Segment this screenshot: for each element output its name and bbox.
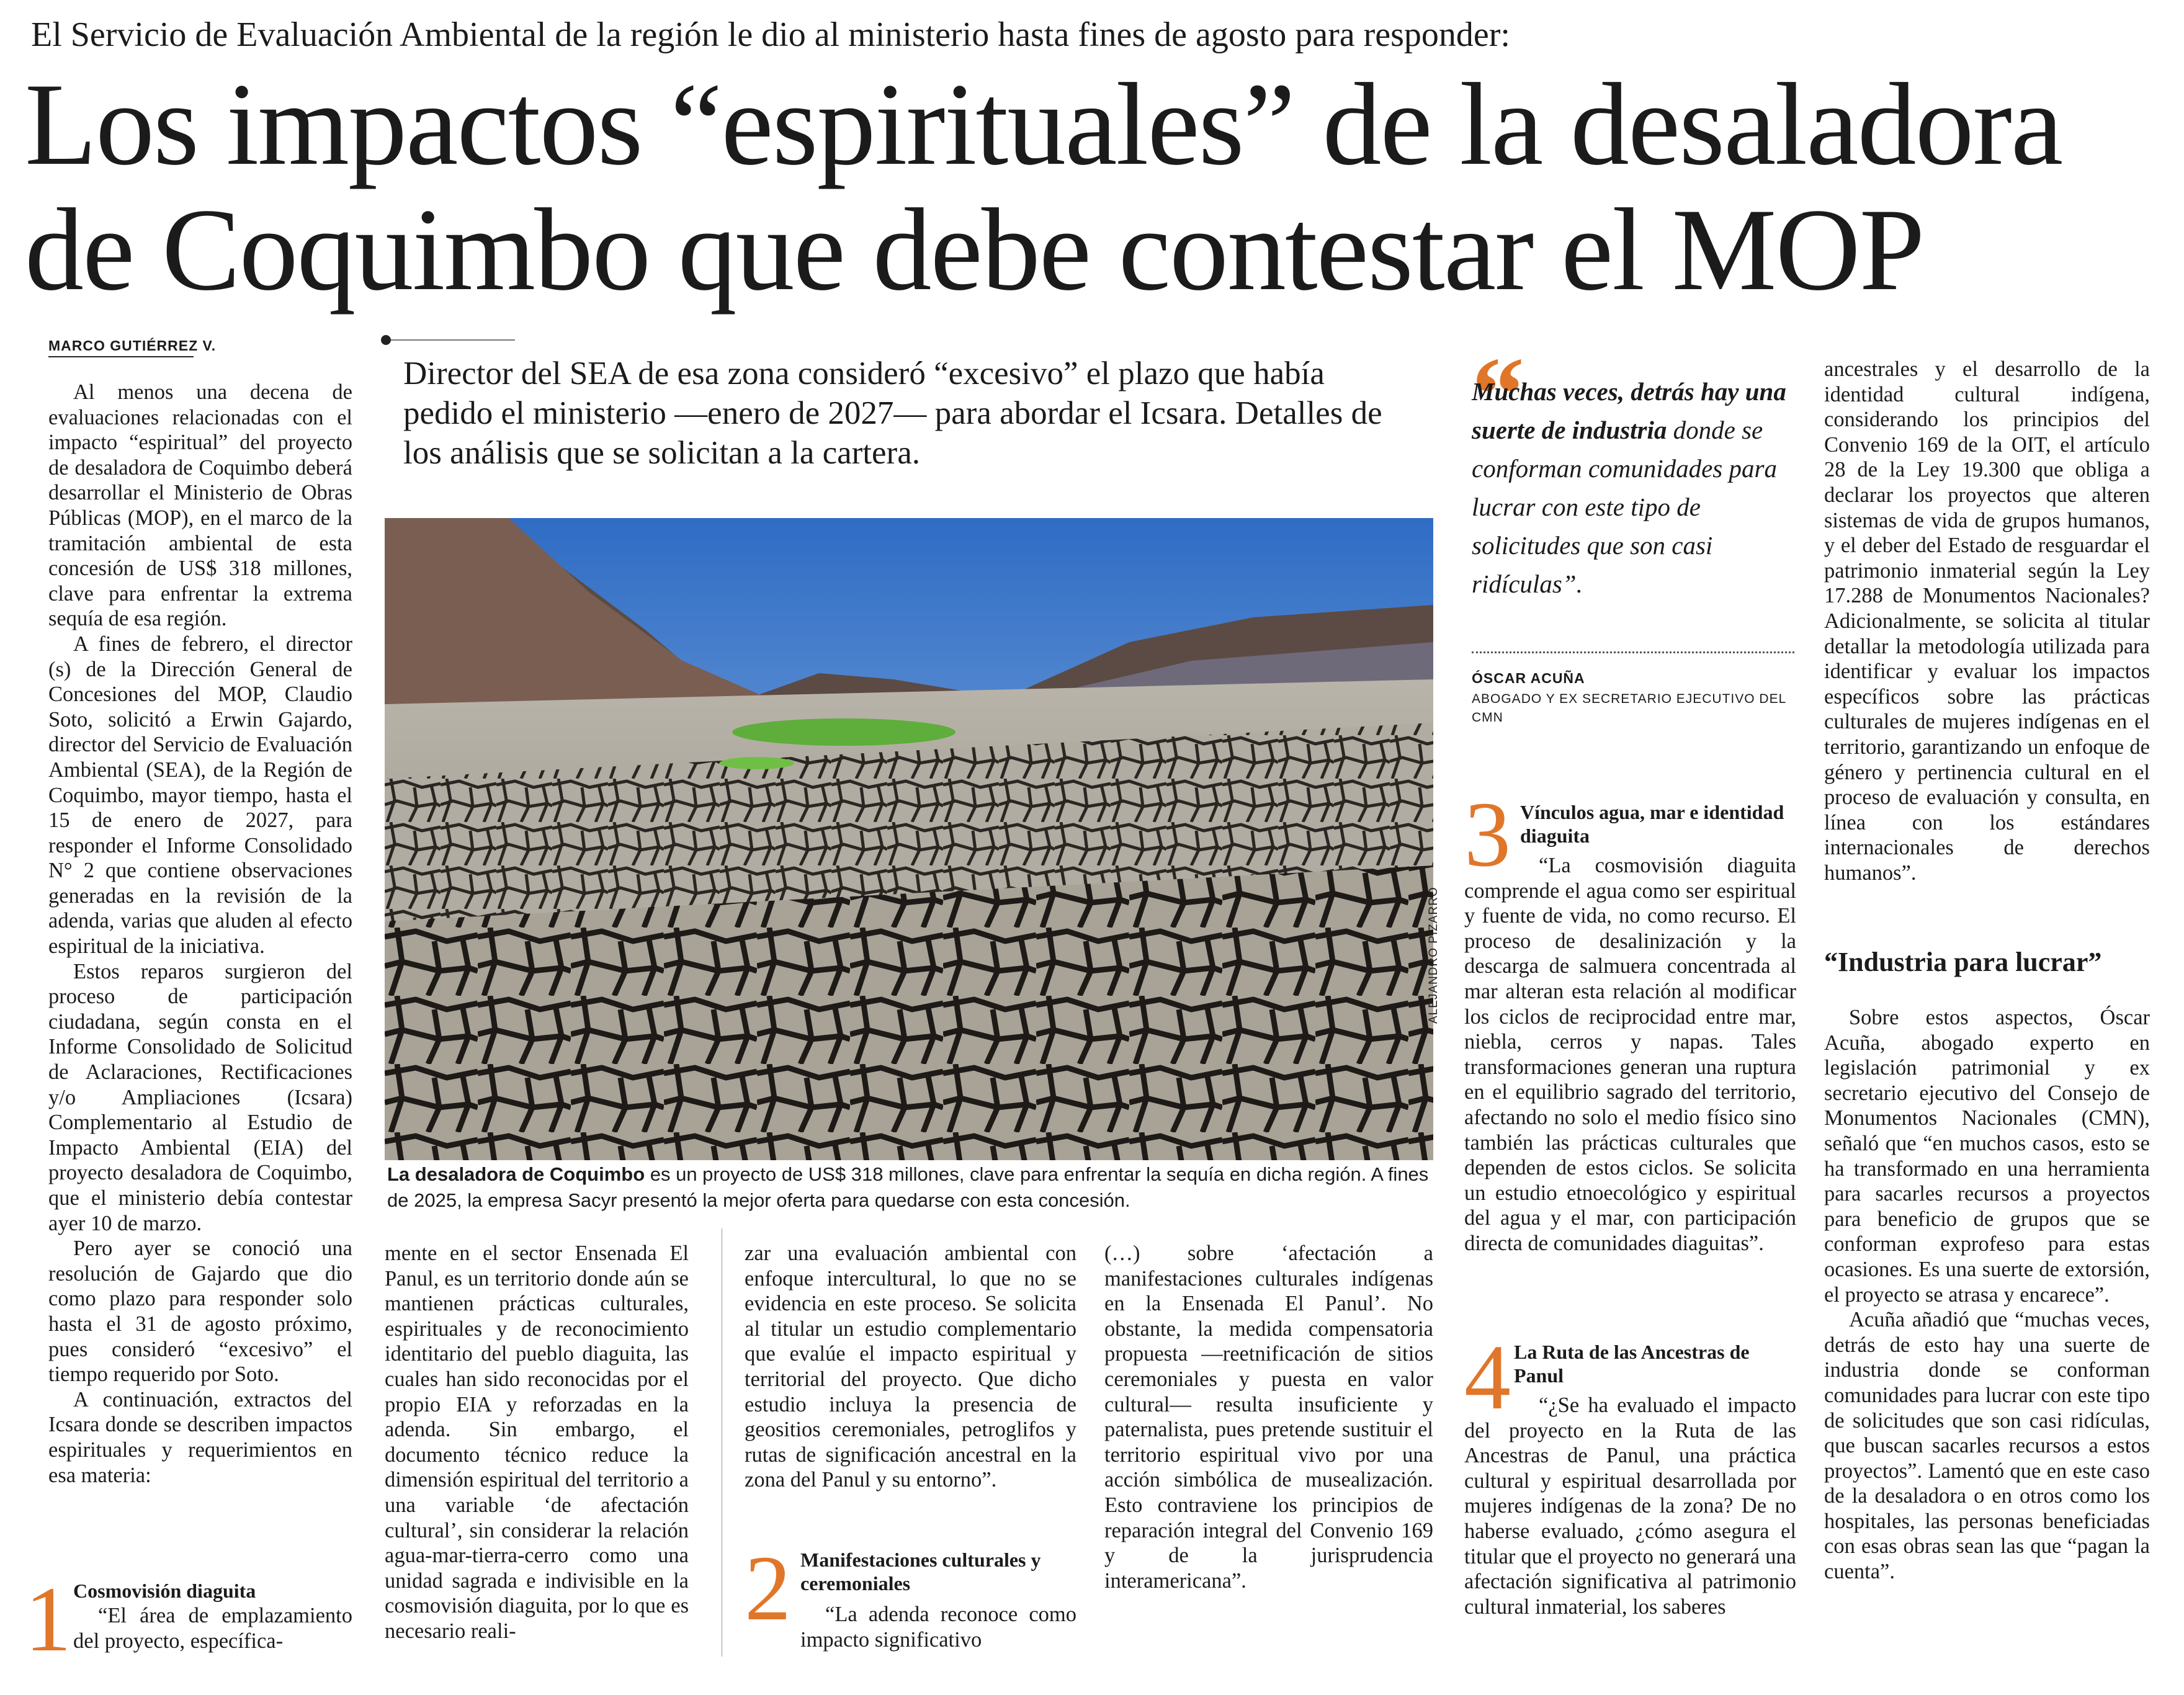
column-6-continued: Sobre estos aspectos, Óscar Acuña, abogado experto en legislación patrimonial y ex secretario ejecutivo del Consejo de Monumentos Nacionales (CMN), señaló que “en muchos casos, esto se ha transformado en una herramienta para sacarles recursos a proyectos para beneficio de grupos que se conforman exprofeso para estas ocasiones. Es una suerte de extorsión, el proyecto se atrasa y encarece”. Acuña añadió que “muchas veces, detrás de esto hay una suerte de industria donde se conforman comunidades para lucrar con este tipo de solicitudes que son casi ridículas, que buscan sacarles recursos a estos proyectos”. Lamentó que en este caso de la desaladora o en otros como los hospitales, las personas beneficiadas con esas obras sean las que “pagan la cuenta”. xyxy=(1824,1006,2150,1584)
section-number-2: 2 xyxy=(745,1537,791,1640)
deck-dot xyxy=(381,335,391,345)
section-number-1: 1 xyxy=(25,1568,71,1671)
photo-credit: ALEJANDRO PIZARRO xyxy=(1427,887,1440,1024)
section-number-4: 4 xyxy=(1464,1326,1511,1429)
deck: Director del SEA de esa zona consideró “excesivo” el plazo que había pedido el ministerio —enero de 2027— para abordar el Icsara. Detalles de los análisis que se solicitan a la cartera. xyxy=(403,356,1382,471)
section-title-1: Cosmovisión diaguita xyxy=(73,1580,256,1602)
pull-quote-bold: Muchas veces, detrás hay una suerte de industria xyxy=(1472,377,1786,444)
column-1 xyxy=(48,380,352,1488)
byline: MARCO GUTIÉRREZ V. xyxy=(48,338,217,354)
pull-quote-role: ABOGADO Y EX SECRETARIO EJECUTIVO DEL CMN xyxy=(1472,692,1786,725)
section-title-4: La Ruta de las Ancestras de Panul xyxy=(1514,1341,1750,1387)
photo-illustration xyxy=(385,518,1433,1160)
column-4: (…) sobre ‘afectación a manifestaciones culturales indígenas en la Ensenada El Panul’. No obstante, la medida compensatoria propuesta —reetnificación de sitios ceremoniales y puesta en valor cultural— resulta insuficiente y paternalista, pues pretende sustituir el territorio espiritual vivo por una acción simbólica de musealización. Esto contraviene los principios de reparación integral del Convenio 169 y de la jurisprudencia interamericana”. xyxy=(1104,1241,1433,1593)
pull-quote-text: donde se conforman comunidades para lucrar con este tipo de solicitudes que son casi ridículas”. xyxy=(1472,416,1777,598)
section-text-2: “La adenda reconoce como impacto significativo xyxy=(800,1603,1076,1652)
photo-caption: La desaladora de Coquimbo es un proyecto de US$ 318 millones, clave para enfrentar la sequía en dicha región. A fines de 2025, la empresa Sacyr presentó la mejor oferta para quedarse con esta concesión. xyxy=(387,1163,1429,1211)
paragraph: A fines de febrero, el director (s) de la Dirección General de Concesiones del MOP, Claudio Soto, solicitó a Erwin Gajardo, director del Servicio de Evaluación Ambiental (SEA), de la Región de Coquimbo, mayor tiempo, hasta el 15 de enero de 2027, para responder el Informe Consolidado N° 2 que contiene observaciones generadas en la revisión de la adenda, varias que aluden al efecto espiritual de la iniciativa. xyxy=(48,632,352,959)
pull-quote-separator xyxy=(1472,651,1794,653)
pull-quote xyxy=(1472,372,1794,603)
section-title-3: Vínculos agua, mar e identidad diaguita xyxy=(1520,801,1784,847)
section-number-3: 3 xyxy=(1464,783,1511,886)
headline xyxy=(25,62,2159,313)
paragraph: A continuación, extractos del Icsara donde se describen impactos espirituales y requerimientos en esa materia: xyxy=(48,1387,352,1487)
pull-quote-name: ÓSCAR ACUÑA xyxy=(1472,670,1585,686)
deck-rule xyxy=(391,339,515,341)
section-text-1: “El área de emplazamiento del proyecto, específica- xyxy=(73,1604,352,1653)
headline-line-1: Los impactos “espirituales” de la desaladora xyxy=(25,60,2062,190)
column-2: mente en el sector Ensenada El Panul, es un territorio donde aún se mantienen prácticas culturales, espirituales y de reconocimiento identitario del pueblo diaguita, las cuales han sido reconocidas por el propio EIA y reforzadas en la adenda. Sin embargo, el documento técnico reduce la dimensión espiritual del territorio a una variable ‘de afectación cultural’, sin considerar la relación agua-mar-tierra-cerro como una unidad sagrada e indivisible en la cosmovisión diaguita, por lo que es necesario reali- xyxy=(385,1241,689,1643)
quote-mark-icon: “ xyxy=(1472,336,1524,452)
section-text-3: “La cosmovisión diaguita comprende el agua como ser espiritual y fuente de vida, no como recurso. El proceso de desalinización y la descarga de salmuera concentrada al mar alteran esta relación al modificar los ciclos de reciprocidad entre mar, niebla, cerros y napas. Tales transformaciones generan una ruptura en el equilibrio sagrado del territorio, afectando no solo el medio físico sino también las prácticas culturales que dependen de estos ciclos. Se solicita un estudio etnoecológico y espiritual del agua y el mar, con participación directa de comunidades diaguitas”. xyxy=(1464,854,1796,1255)
paragraph: Al menos una decena de evaluaciones relacionadas con el impacto “espiritual” del proyecto de desaladora de Coquimbo deberá desarrollar el Ministerio de Obras Públicas (MOP), en el marco de la tramitación ambiental de esta concesión de US$ 318 millones, clave para enfrentar la extrema sequía de esa región. xyxy=(48,380,352,631)
byline-rule xyxy=(48,356,194,357)
column-3: zar una evaluación ambiental con enfoque intercultural, lo que no se evidencia en este proceso. Se solicita al titular un estudio complementario que evalúe el impacto espiritual y territorial del proyecto. Que dicho estudio incluya la presencia de geositios ceremoniales, petroglifos y rutas de significación ancestral en la zona del Panul y su entorno”. xyxy=(745,1241,1076,1492)
section-text-4: “¿Se ha evaluado el impacto del proyecto en la Ruta de las Ancestras de Panul, una práctica cultural y espiritual desarrollada por mujeres indígenas de la zona? De no haberse evaluado, ¿cómo asegura el titular que el proyecto no generará una afectación significativa al patrimonio cultural inmaterial, los saberes xyxy=(1464,1393,1796,1619)
section-title-2: Manifestaciones culturales y ceremoniales xyxy=(800,1549,1041,1594)
paragraph: Estos reparos surgieron del proceso de participación ciudadana, según consta en el Informe Consolidado de Solicitud de Aclaraciones, Rectificaciones y/o Ampliaciones (Icsara) Complementario al Estudio de Impacto Ambiental (EIA) del proyecto desaladora de Coquimbo, que el ministerio debía contestar ayer 10 de marzo. xyxy=(48,959,352,1235)
subhead: “Industria para lucrar” xyxy=(1824,947,2102,977)
photo-cracked-reservoir xyxy=(385,518,1433,1160)
headline-line-2: de Coquimbo que debe contestar el MOP xyxy=(25,185,1924,315)
paragraph: Pero ayer se conoció una resolución de Gajardo que dio como plazo para responder solo hasta el 31 de agosto próximo, pues consideró “excesivo” el tiempo requerido por Soto. xyxy=(48,1237,352,1387)
kicker: El Servicio de Evaluación Ambiental de la región le dio al ministerio hasta fines de agosto para responder: xyxy=(31,16,1510,54)
column-6: ancestrales y el desarrollo de la identidad cultural indígena, considerando los principios del Convenio 169 de la OIT, el artículo 28 de la Ley 19.300 que obliga a declarar los proyectos que alteren sistemas de vida de grupos humanos, y el deber del Estado de resguardar el patrimonio inmaterial según la Ley 17.288 de Monumentos Nacionales? Adicionalmente, se solicita al titular detallar la metodología utilizada para identificar y evaluar los impactos específicos sobre las prácticas culturales de mujeres indígenas en el territorio, garantizando un enfoque de género y pertinencia cultural en el proceso de evaluación y consulta, en línea con los estándares internacionales de derechos humanos”. xyxy=(1824,357,2150,885)
